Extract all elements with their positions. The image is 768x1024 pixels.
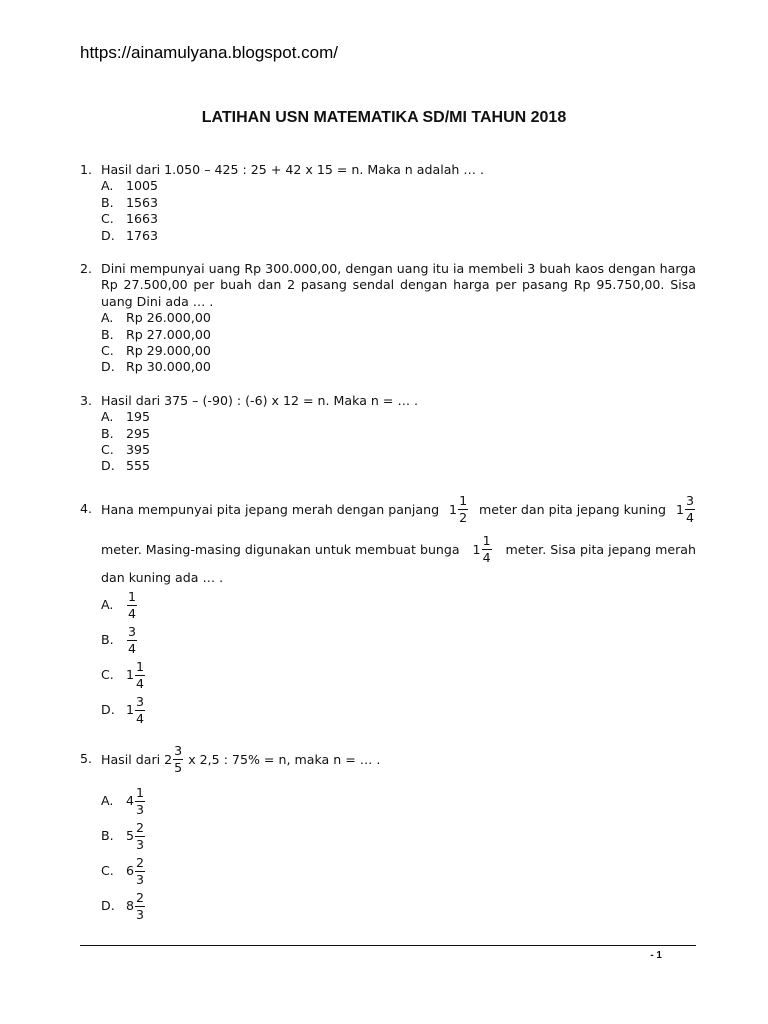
- question-text: Dini mempunyai uang Rp 300.000,00, dengan uang itu ia membeli 3 buah kaos dengan harga Rp 27.500,00 per buah dan 2 pasang sendal dengan harga per pasang Rp 95.750,00. Sisa uang Dini ada … .: [101, 260, 696, 309]
- options: [101, 588, 696, 728]
- question-4: [80, 492, 696, 728]
- option-d: [101, 359, 696, 375]
- fraction: [173, 743, 183, 776]
- option-letter: D.: [101, 702, 115, 718]
- fraction: [135, 890, 145, 923]
- fraction-denominator: 4: [136, 710, 145, 726]
- fraction-denominator: 3: [136, 801, 145, 817]
- option-letter: B.: [101, 194, 114, 210]
- option-text: 1563: [126, 194, 159, 210]
- option-letter: D.: [101, 359, 115, 375]
- page-number: - 1: [650, 950, 662, 961]
- mixed-fraction: [164, 743, 184, 776]
- question-number: 1.: [80, 162, 93, 177]
- option-b: [101, 426, 696, 442]
- option-letter: B.: [101, 326, 114, 342]
- fraction-numerator: 1: [482, 533, 491, 549]
- fraction-numerator: 3: [174, 743, 183, 759]
- question-text: Hasil dari 1.050 – 425 : 25 + 42 x 15 = n. Maka n adalah … .: [101, 162, 485, 177]
- fraction: [482, 533, 492, 566]
- fraction-whole: 1: [472, 541, 481, 557]
- option-text: 555: [126, 458, 151, 474]
- mixed-fraction: [126, 589, 138, 622]
- question-number: 3.: [80, 392, 93, 408]
- option-letter: B.: [101, 632, 114, 648]
- fraction: [458, 493, 468, 526]
- fraction-denominator: 4: [136, 675, 145, 691]
- option-d: [101, 228, 696, 244]
- option-a: [101, 588, 696, 623]
- question-1: [80, 162, 696, 244]
- option-a: [101, 178, 696, 194]
- option-letter: A.: [101, 793, 114, 809]
- option-a: [101, 409, 696, 425]
- question-line: [101, 492, 696, 528]
- fraction-whole: 1: [675, 501, 684, 517]
- mixed-fraction: [126, 659, 146, 692]
- fraction-whole: 1: [126, 702, 135, 718]
- option-text: Rp 30.000,00: [126, 359, 211, 375]
- options: [101, 310, 696, 376]
- option-letter: C.: [101, 863, 114, 879]
- fraction: [685, 493, 695, 526]
- page-title: LATIHAN USN MATEMATIKA SD/MI TAHUN 2018: [201, 109, 567, 126]
- footer-divider: [80, 945, 696, 946]
- option-letter: C.: [101, 342, 114, 358]
- option-c: [101, 211, 696, 227]
- fraction-whole: 2: [164, 751, 173, 767]
- fraction-denominator: 4: [685, 510, 694, 526]
- question-line: [101, 532, 696, 568]
- fraction-denominator: 4: [482, 550, 491, 566]
- fraction: [135, 659, 145, 692]
- fraction-denominator: 5: [174, 760, 183, 776]
- fraction-numerator: 2: [136, 854, 145, 870]
- option-c: [101, 658, 696, 693]
- question-text: [101, 742, 696, 778]
- option-text: 195: [126, 409, 151, 425]
- mixed-fraction: [126, 785, 146, 818]
- option-text: 1663: [126, 211, 159, 227]
- option-text: 395: [126, 441, 151, 457]
- question-text: [101, 492, 696, 588]
- fraction-numerator: 2: [136, 889, 145, 905]
- option-text: 1763: [126, 227, 159, 243]
- question-text-part: meter dan pita jepang kuning: [479, 501, 667, 517]
- option-a: [101, 310, 696, 326]
- option-b: [101, 327, 696, 343]
- fraction: [127, 589, 137, 622]
- question-number: 2.: [80, 260, 93, 276]
- option-a: [101, 784, 696, 819]
- option-letter: D.: [101, 458, 115, 474]
- mixed-fraction: [126, 694, 146, 727]
- fraction-whole: 5: [126, 828, 135, 844]
- option-c: [101, 442, 696, 458]
- fraction: [135, 820, 145, 853]
- option-d: [101, 458, 696, 474]
- question-number: 4.: [80, 500, 93, 516]
- question-text: Hasil dari 375 – (-90) : (-6) x 12 = n. Maka n = … .: [101, 392, 419, 408]
- fraction-denominator: 4: [128, 640, 137, 656]
- option-b: [101, 819, 696, 854]
- fraction: [135, 855, 145, 888]
- fraction-numerator: 2: [136, 819, 145, 835]
- fraction-whole: 1: [126, 667, 135, 683]
- question-2: [80, 261, 696, 376]
- mixed-fraction: [126, 624, 138, 657]
- question-text-part: meter. Sisa pita jepang merah: [505, 541, 696, 557]
- option-letter: A.: [101, 409, 114, 425]
- option-b: [101, 623, 696, 658]
- option-text: Rp 27.000,00: [126, 326, 211, 342]
- option-text: 295: [126, 425, 151, 441]
- options: [101, 409, 696, 475]
- option-letter: A.: [101, 310, 114, 326]
- header-url[interactable]: https://ainamulyana.blogspot.com/: [80, 43, 338, 62]
- question-text-part: meter. Masing-masing digunakan untuk membuat bunga: [101, 541, 460, 557]
- option-d: [101, 889, 696, 924]
- option-letter: B.: [101, 828, 114, 844]
- fraction-numerator: 1: [136, 784, 145, 800]
- fraction-whole: 6: [126, 863, 135, 879]
- option-text: Rp 26.000,00: [126, 310, 211, 326]
- question-list: [80, 162, 696, 924]
- mixed-fraction: [676, 493, 696, 526]
- options: [101, 784, 696, 924]
- fraction: [135, 694, 145, 727]
- question-text-part: Hana mempunyai pita jepang merah dengan panjang: [101, 501, 440, 517]
- question-3: [80, 393, 696, 475]
- option-c: [101, 343, 696, 359]
- fraction-whole: 4: [126, 793, 135, 809]
- fraction: [127, 624, 137, 657]
- question-5: [80, 742, 696, 924]
- fraction-denominator: 3: [136, 836, 145, 852]
- mixed-fraction: [126, 820, 146, 853]
- option-letter: A.: [101, 178, 114, 194]
- fraction-numerator: 3: [136, 693, 145, 709]
- question-text-part: Hasil dari: [101, 751, 161, 767]
- question-text-part: x 2,5 : 75% = n, maka n = … .: [188, 751, 381, 767]
- option-letter: D.: [101, 898, 115, 914]
- option-letter: D.: [101, 227, 115, 243]
- fraction-denominator: 3: [136, 906, 145, 922]
- option-d: [101, 693, 696, 728]
- option-c: [101, 854, 696, 889]
- fraction-numerator: 1: [128, 588, 137, 604]
- fraction-denominator: 2: [459, 510, 468, 526]
- option-letter: C.: [101, 667, 114, 683]
- option-letter: C.: [101, 441, 114, 457]
- question-text-part: dan kuning ada … .: [101, 569, 224, 585]
- fraction: [135, 785, 145, 818]
- mixed-fraction: [473, 533, 493, 566]
- fraction-numerator: 1: [459, 493, 468, 509]
- option-letter: A.: [101, 597, 114, 613]
- fraction-numerator: 3: [128, 623, 137, 639]
- fraction-numerator: 3: [685, 493, 694, 509]
- mixed-fraction: [126, 890, 146, 923]
- fraction-numerator: 1: [136, 658, 145, 674]
- option-letter: C.: [101, 211, 114, 227]
- fraction-whole: 1: [449, 501, 458, 517]
- fraction-whole: 8: [126, 898, 135, 914]
- question-number: 5.: [80, 750, 93, 766]
- mixed-fraction: [126, 855, 146, 888]
- option-b: [101, 195, 696, 211]
- fraction-denominator: 4: [128, 605, 137, 621]
- options: [101, 178, 696, 244]
- mixed-fraction: [449, 493, 469, 526]
- option-text: 1005: [126, 178, 159, 194]
- option-text: Rp 29.000,00: [126, 342, 211, 358]
- option-letter: B.: [101, 425, 114, 441]
- fraction-denominator: 3: [136, 871, 145, 887]
